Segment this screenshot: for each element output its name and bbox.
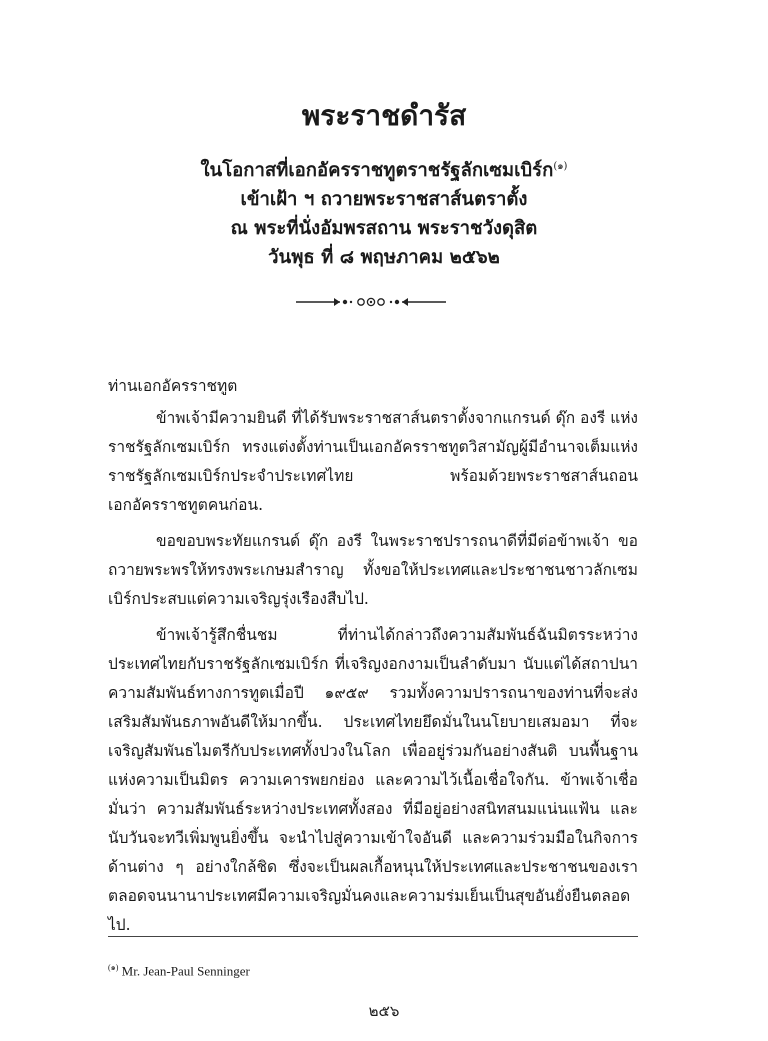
salutation: ท่านเอกอัครราชทูต — [108, 377, 238, 395]
page-title: พระราชดำรัส — [301, 99, 467, 132]
footnote — [108, 958, 250, 981]
speech-paragraph-2: ขอขอบพระทัยแกรนด์ ดุ๊ก องรี ในพระราชปรารถนาดีที่มีต่อข้าพเจ้า ขอถวายพระพรให้ทรงพระเกษมสำราญ ทั้งขอให้ประเทศและประชาชนชาวลักเซมเบิร์กประสบแต่ความเจริญรุ่งเรืองสืบไป. — [108, 532, 638, 608]
footnote-divider — [108, 936, 638, 937]
ornament-divider-icon — [294, 294, 448, 310]
footnote-text: Mr. Jean-Paul Senninger — [121, 963, 250, 979]
occasion-heading — [60, 152, 708, 272]
footnote-reference[interactable]: (๑) — [553, 161, 568, 172]
heading-line-audience: เข้าเฝ้า ฯ ถวายพระราชสาส์นตราตั้ง — [240, 189, 528, 211]
speech-paragraph-1: ข้าพเจ้ามีความยินดี ที่ได้รับพระราชสาส์นตราตั้งจากแกรนด์ ดุ๊ก องรี แห่งราชรัฐลักเซมเบิร์ก ทรงแต่งตั้งท่านเป็นเอกอัครราชทูตวิสามัญผู้มีอำนาจเต็มแห่งราชรัฐลักเซมเบิร์กประจำประเทศไทย พร้อมด้วยพระราชสาส์นถอนเอกอัครราชทูตคนก่อน. — [108, 409, 638, 514]
heading-line-venue: ณ พระที่นั่งอัมพรสถาน พระราชวังดุสิต — [230, 218, 538, 240]
page-number: ๒๕๖ — [368, 1002, 400, 1020]
speech-paragraph-3: ข้าพเจ้ารู้สึกชื่นชม ที่ท่านได้กล่าวถึงความสัมพันธ์ฉันมิตรระหว่างประเทศไทยกับราชรัฐลักเซมเบิร์ก ที่เจริญงอกงามเป็นลำดับมา นับแต่ได้สถาปนาความสัมพันธ์ทางการทูตเมื่อปี ๑๙๕๙ รวมทั้งความปรารถนาของท่านที่จะส่งเสริมสัมพันธภาพอันดีให้มากขึ้น. ประเทศไทยยึดมั่นในนโยบายเสมอมา ที่จะเจริญสัมพันธไมตรีกับประเทศทั้งปวงในโลก เพื่ออยู่ร่วมกันอย่างสันติ บนพื้นฐานแห่งความเป็นมิตร ความเคารพยกย่อง และความไว้เนื้อเชื่อใจกัน. ข้าพเจ้าเชื่อมั่นว่า ความสัมพันธ์ระหว่างประเทศทั้งสอง ที่มีอยู่อย่างสนิทสนมแน่นแฟ้น และนับวันจะทวีเพิ่มพูนยิ่งขึ้น จะนำไปสู่ความเข้าใจอันดี และความร่วมมือในกิจการด้านต่าง ๆ อย่างใกล้ชิด ซึ่งจะเป็นผลเกื้อหนุนให้ประเทศและประชาชนของเรา ตลอดจนนานาประเทศมีความเจริญมั่นคงและความร่มเย็นเป็นสุขอันยั่งยืนตลอดไป. — [108, 626, 638, 934]
footnote-mark: (๑) — [108, 963, 119, 972]
heading-line-date: วันพุธ ที่ ๘ พฤษภาคม ๒๕๖๒ — [268, 247, 500, 269]
heading-line-1-text: ในโอกาสที่เอกอัครราชทูตราชรัฐลักเซมเบิร์ก — [200, 160, 554, 182]
heading-line-occasion — [60, 152, 708, 185]
